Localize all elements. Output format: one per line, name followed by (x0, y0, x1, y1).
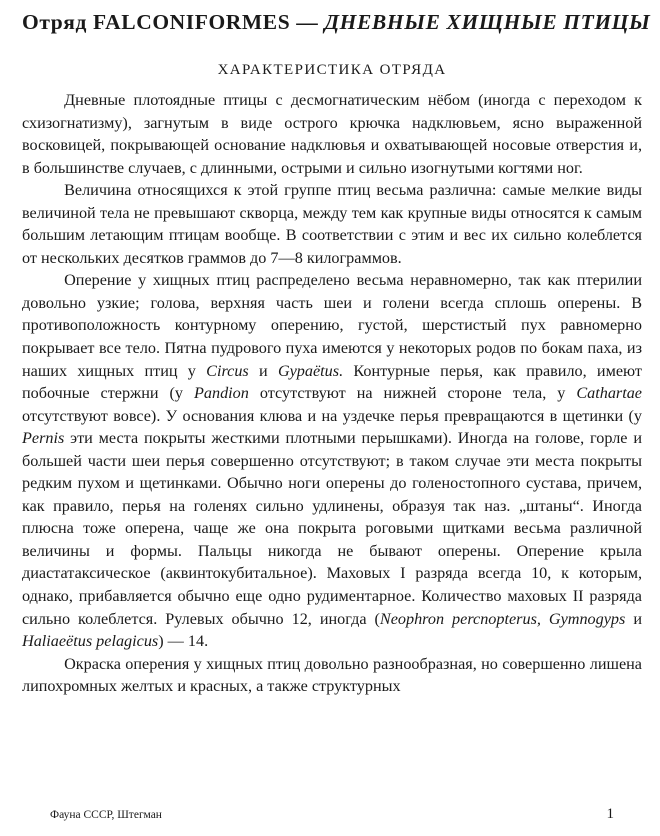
body-text (22, 89, 642, 698)
species-haliaeetus: Haliaeëtus pelagicus (22, 632, 159, 651)
plumage-text-6: эти места покрыты жесткими плотными перышками). Иногда на голове, горле и большей части шеи перья совершенно отсутствуют; в таком случае эти места покрыты редким пухом и щетинками. Обычно ноги оперены до голеностопного сустава, причем, как правило, перья на голенях сильно удлинены, образуя так наз. „штаны“. Иногда плюсна тоже оперена, чаще же она покрыта роговыми щитками весьма различной величины и формы. Пальцы никогда не бывают оперены. Оперение крыла диастатаксическое (аквинтокубитальное). Маховых I разряда всегда 10, к которым, однако, прибавляется обычно еще одно рудиментарное. Количество маховых II разряда сильно колеблется. Рулевых обычно 12, иногда ( (22, 429, 642, 628)
species-neophron-gymnogyps: Neophron percnopterus, Gymnogyps (379, 609, 626, 628)
plumage-text-1: Оперение у хищных птиц распределено весьма неравномерно, так как птерилии довольно узкие; голова, верхняя часть шеи и голени всегда сплошь оперены. В противоположность контурному оперению, густой, шерстистый пух равномерно покрывает все тело. Пятна пудрового пуха имеются у некоторых родов по бокам паха, из наших хищных птиц у (22, 271, 642, 380)
page-footer (50, 806, 614, 823)
section-heading: ХАРАКТЕРИСТИКА ОТРЯДА (217, 62, 447, 78)
plumage-text-7: и (625, 609, 642, 628)
page-title-lead: Отряд FALCONIFORMES — (22, 10, 319, 34)
paragraph-size: Величина относящихся к этой группе птиц весьма различна: самые мелкие виды величиной тела не превышают скворца, между тем как крупные виды относятся к самым большим летающим птицам вообще. В соответствии с этим и вес их сильно колеблется от нескольких десятков граммов до 7—8 килограммов. (22, 181, 642, 267)
genus-pandion: Pandion (194, 384, 249, 403)
page-number: 1 (606, 806, 614, 822)
genus-gypaetus: Gypaëtus. (277, 361, 344, 380)
genus-pernis: Pernis (22, 429, 65, 448)
paragraph-plumage (22, 269, 642, 652)
genus-circus: Circus (206, 361, 249, 380)
paragraph-diagnosis: Дневные плотоядные птицы с десмогнатическим нёбом (иногда с переходом к схизогнатизму), загнутым в виде острого крючка надклювьем, ясно выраженной восковицей, покрывающей основание надклювья и охватывающей носовые отверстия и, в большинстве случаев, с длинными, острыми и сильно изогнутыми когтями ног. (22, 91, 642, 177)
page-title-tail: ДНЕВНЫЕ ХИЩНЫЕ ПТИЦЫ (324, 10, 651, 34)
plumage-text-3: Контурные перья, как правило, имеют побочные стержни (у (22, 361, 642, 403)
page-title (22, 6, 651, 38)
paragraph-coloration: Окраска оперения у хищных птиц довольно разнообразная, но совершенно лишена липохромных желтых и красных, а также структурных (22, 654, 642, 696)
taxon-cathartae: Cathartae (576, 384, 642, 403)
plumage-text-5: отсутствуют вовсе). У основания клюва и на уздечке перья превращаются в щетинки (у (22, 406, 642, 425)
plumage-text-2: и (248, 361, 278, 380)
plumage-text-8: ) — 14. (158, 632, 209, 651)
plumage-text-4: отсутствуют на нижней стороне тела, у (248, 384, 577, 403)
footer-source: Фауна СССР, Штегман (50, 809, 162, 821)
